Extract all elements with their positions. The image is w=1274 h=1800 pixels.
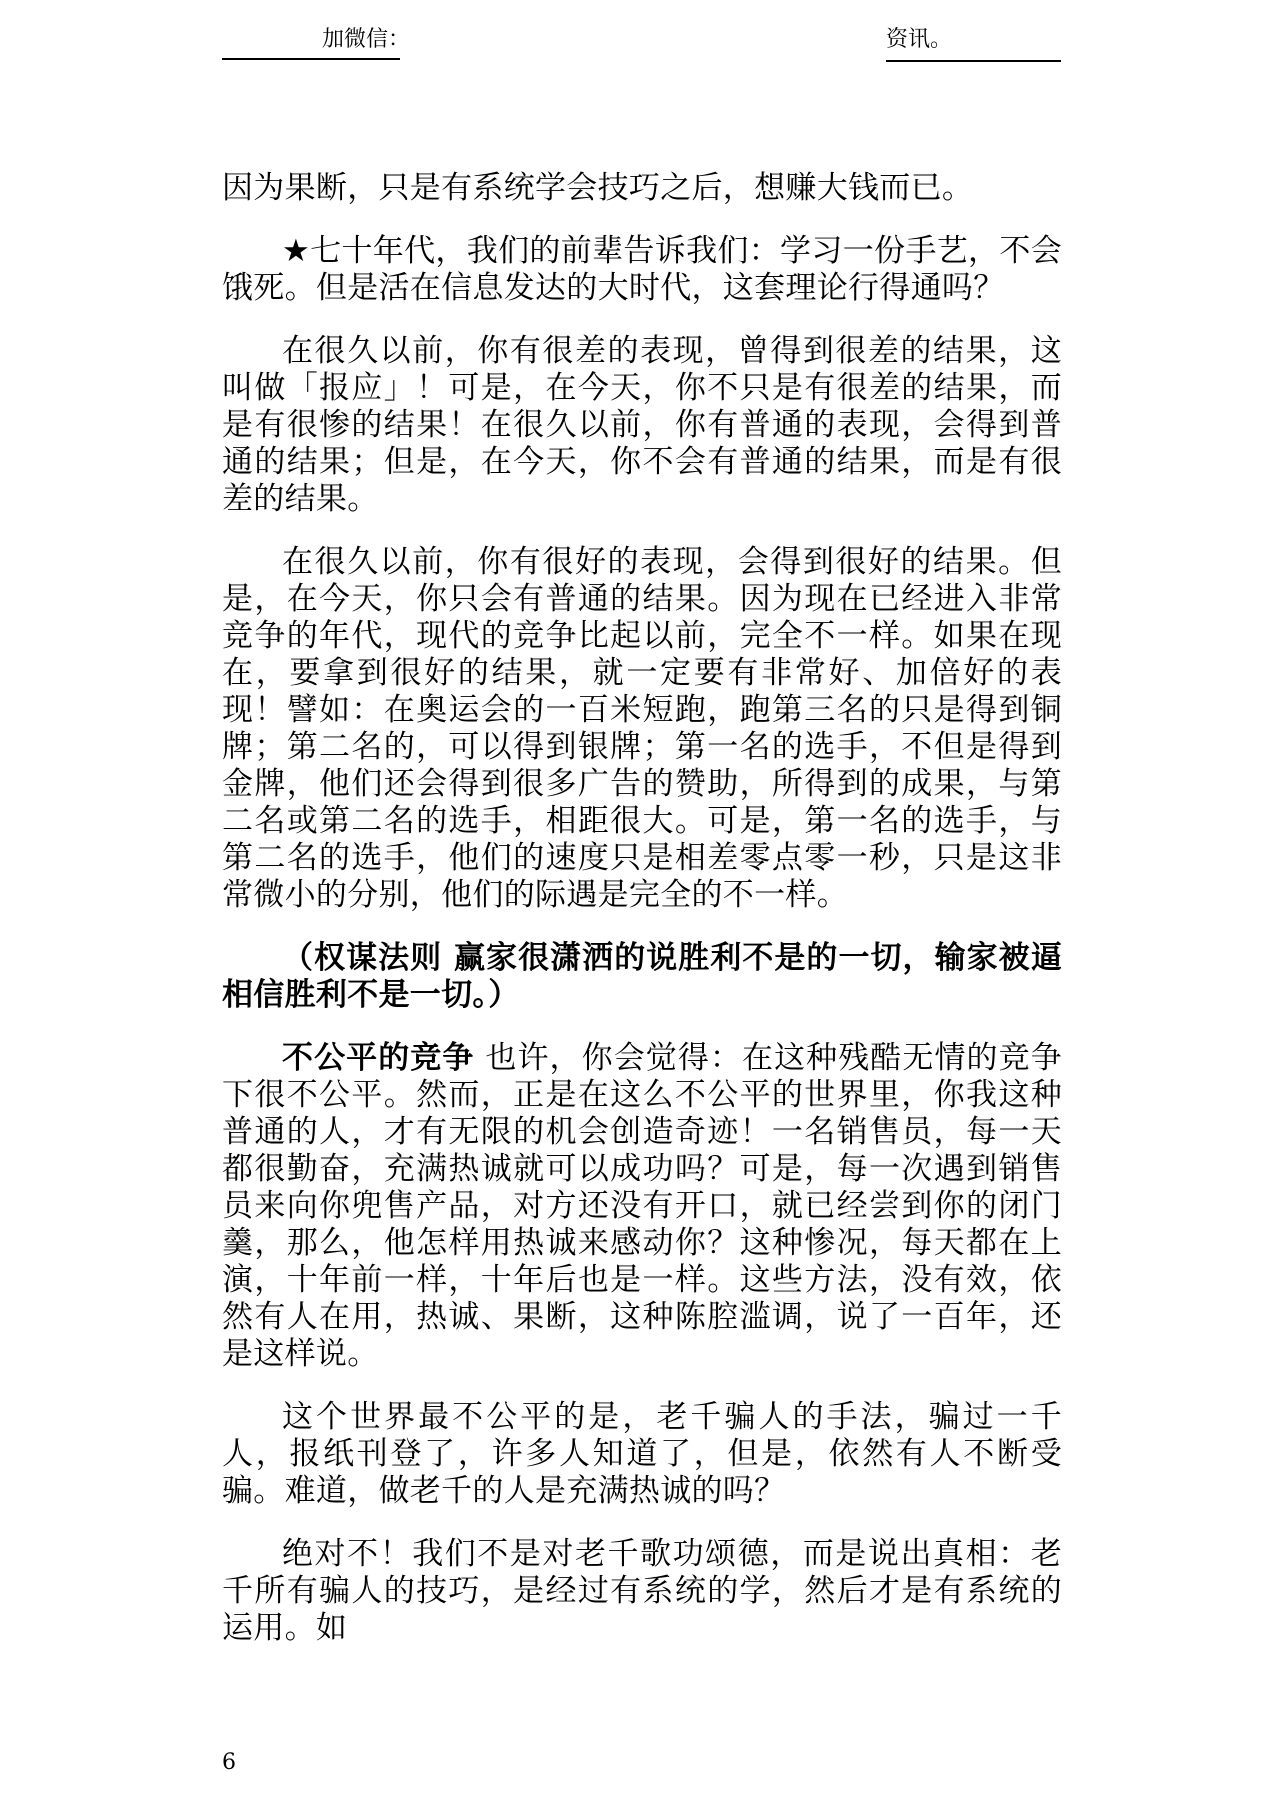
paragraph-7: 这个世界最不公平的是，老千骗人的手法，骗过一千人，报纸刊登了，许多人知道了，但是，依然有人不断受骗。难道，做老千的人是充满热诚的吗？	[222, 1399, 1062, 1509]
header-right: 资讯。	[886, 24, 1061, 62]
paragraph-1: 因为果断，只是有系统学会技巧之后，想赚大钱而已。	[222, 170, 974, 206]
paragraph-8: 绝对不！我们不是对老千歌功颂德，而是说出真相：老千所有骗人的技巧，是经过有系统的学，然后才是有系统的运用。如	[222, 1536, 1062, 1646]
paragraph-3: 在很久以前，你有很差的表现，曾得到很差的结果，这叫做「报应」！可是，在今天，你不只是有很差的结果，而是有很惨的结果！在很久以前，你有普通的表现，会得到普通的结果；但是，在今天，你不会有普通的结果，而是有很差的结果。	[222, 333, 1062, 517]
paragraph-4: 在很久以前，你有很好的表现，会得到很好的结果。但是，在今天，你只会有普通的结果。因为现在已经进入非常竞争的年代，现代的竞争比起以前，完全不一样。如果在现在，要拿到很好的结果，就一定要有非常好、加倍好的表现！譬如：在奥运会的一百米短跑，跑第三名的只是得到铜牌；第二名的，可以得到银牌；第一名的选手，不但是得到金牌，他们还会得到很多广告的赞助，所得到的成果，与第二名或第二名的选手，相距很大。可是，第一名的选手，与第二名的选手，他们的速度只是相差零点零一秒，只是这非常微小的分别，他们的际遇是完全的不一样。	[222, 544, 1062, 913]
paragraph-6	[222, 1040, 1062, 1373]
section-lead-body: 也许，你会觉得：在这种残酷无情的竞争下很不公平。然而，正是在这么不公平的世界里，你我这种普通的人，才有无限的机会创造奇迹！一名销售员，每一天都很勤奋，充满热诚就可以成功吗？可是，每一次遇到销售员来向你兜售产品，对方还没有开口，就已经尝到你的闭门羹，那么，他怎样用热诚来感动你？这种惨况，每天都在上演，十年前一样，十年后也是一样。这些方法，没有效，依然有人在用，热诚、果断，这种陈腔滥调，说了一百年，还是这样说。	[222, 1040, 1062, 1372]
header-left: 加微信：	[222, 24, 400, 60]
body-text	[222, 170, 1062, 1673]
highlight-paragraph: （权谋法则 赢家很潇洒的说胜利不是的一切，输家被逼相信胜利不是一切。）	[222, 940, 1062, 1013]
section-lead: 不公平的竞争	[282, 1040, 475, 1076]
paragraph-2: ★七十年代，我们的前辈告诉我们：学习一份手艺，不会饿死。但是活在信息发达的大时代，这套理论行得通吗？	[222, 233, 1062, 306]
page-number: 6	[222, 1750, 236, 1775]
